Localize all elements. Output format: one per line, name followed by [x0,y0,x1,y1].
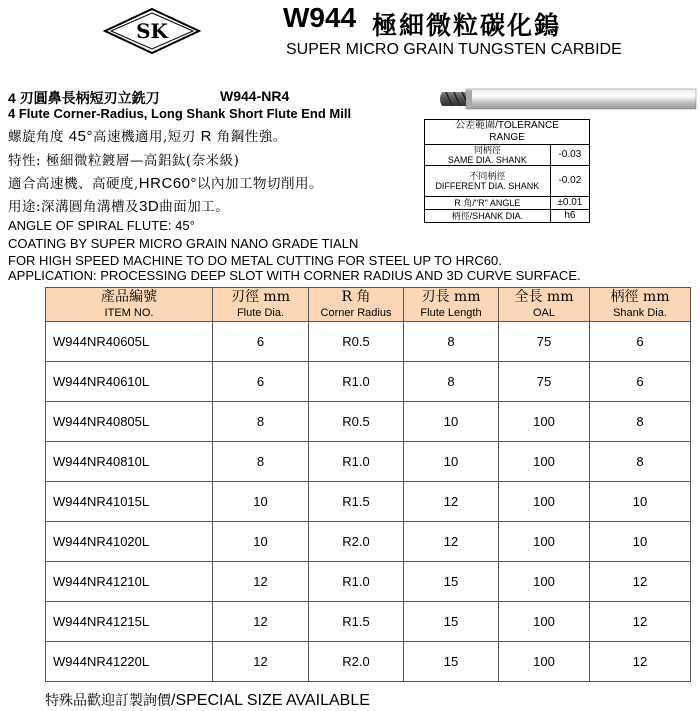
model-title: W944 [283,2,357,33]
col-item-no: 產品編號 ITEM NO. [46,288,213,322]
tolerance-table [424,119,590,223]
special-size-note: 特殊品歡迎訂製詢價/SPECIAL SIZE AVAILABLE [45,692,370,709]
table-row: W944NR40610L 6 R1.0 8 75 6 [46,362,691,402]
machine-en: FOR HIGH SPEED MACHINE TO DO METAL CUTTING FOR STEEL UP TO HRC60. [8,253,502,268]
tolerance-row: 柄徑/SHANK DIA. h6 [425,210,590,223]
table-row: W944NR41215L 12 R1.5 15 100 12 [46,602,691,642]
table-header-row [46,288,691,322]
col-shank-dia: 柄徑 mm Shank Dia. [590,288,691,322]
col-flute-length: 刃長 mm Flute Length [404,288,499,322]
col-oal: 全長 mm OAL [499,288,590,322]
table-row: W944NR40810L 8 R1.0 10 100 8 [46,442,691,482]
feature-line-hardness-cn: 適合高速機、高硬度,HRC60°以內加工物切削用。 [8,175,323,192]
table-row: W944NR41020L 10 R2.0 12 100 10 [46,522,691,562]
material-subtitle: SUPER MICRO GRAIN TUNGSTEN CARBIDE [286,41,622,58]
product-table [45,287,691,682]
table-row: W944NR41015L 10 R1.5 12 100 10 [46,482,691,522]
feature-line-application-cn: 用途:深溝圓角溝槽及3D曲面加工。 [8,198,230,215]
col-flute-dia: 刃徑 mm Flute Dia. [213,288,309,322]
sk-logo [102,7,202,55]
table-row: W944NR40805L 8 R0.5 10 100 8 [46,402,691,442]
tolerance-row: R 角/"R" ANGLE ±0.01 [425,197,590,210]
feature-line-spiral-cn: 螺旋角度 45°高速機適用,短刃 R 角鋼性強。 [8,128,287,145]
material-title-cn: 極細微粒碳化鎢 [372,11,562,40]
tolerance-header: 公差範圍/TOLERANCE RANGE [425,120,590,145]
table-row: W944NR41220L 12 R2.0 15 100 12 [46,642,691,682]
spiral-angle-en: ANGLE OF SPIRAL FLUTE: 45° [8,218,195,233]
tolerance-row: 同柄徑 SAME DIA. SHANK -0.03 [425,145,590,166]
logo-text: SK [136,19,168,43]
product-code: W944-NR4 [220,88,290,104]
tolerance-row: 不同柄徑 DIFFERENT DIA. SHANK -0.02 [425,166,590,197]
coating-en: COATING BY SUPER MICRO GRAIN NANO GRADE TIALN [8,236,359,251]
product-name-en: 4 Flute Corner-Radius, Long Shank Short Flute End Mill [8,106,352,121]
feature-line-coating-cn: 特性: 極細微粒鍍層—高鋁鈦(奈米級) [8,153,240,169]
table-row: W944NR41210L 12 R1.0 15 100 12 [46,562,691,602]
application-en: APPLICATION: PROCESSING DEEP SLOT WITH CORNER RADIUS AND 3D CURVE SURFACE. [8,268,581,283]
col-corner-radius: R 角 Corner Radius [309,288,404,322]
end-mill-image [436,84,698,114]
product-name-cn: 4 刃圓鼻長柄短刃立銑刀 [8,90,160,106]
table-row: W944NR40605L 6 R0.5 8 75 6 [46,322,691,362]
